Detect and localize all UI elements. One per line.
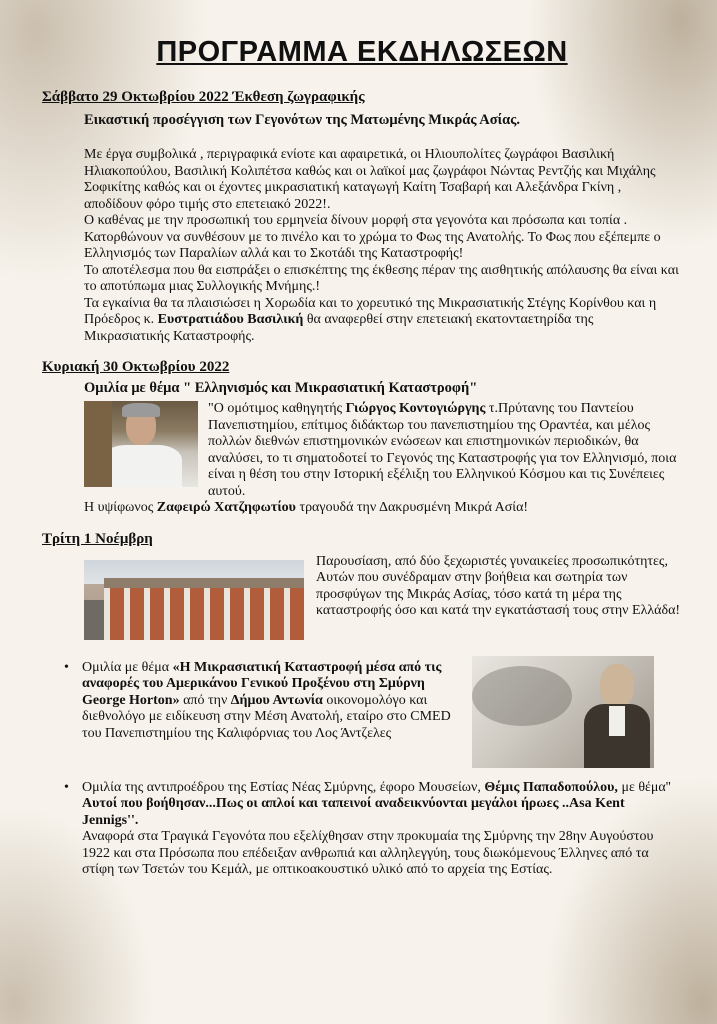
speaker-name: Γιώργος Κοντογιώργης xyxy=(345,401,486,416)
paragraph: Ο καθένας με την προσωπική του ερμηνεία δίνουν μορφή στα γεγονότα και πρόσωπα και τοπία . Κατορθώνουν να συνθέσουν με το πινέλο και το χρώμα το Φως της Ανατολής. Το Φως που εξέπεμπε ο Ελληνισμός των Παραλίων αλλά και το Σκοτάδι της Καταστροφής! xyxy=(84,213,661,261)
document xyxy=(42,30,682,879)
list-item xyxy=(64,780,682,879)
section-subtitle-lecture: Ομιλία με θέμα " Ελληνισμός και Μικρασιατική Καταστροφή" xyxy=(84,380,478,396)
presentation-intro: Παρουσίαση, από δύο ξεχωριστές γυναικείες προσωπικότητες, Αυτών που συνέδραμαν στην βοήθεια και σωτηρία των προσφύγων της Μικράς Ασίας, τόσο κατά τη μέρα της καταστροφής όσο και κατά την εγκατάστασή τους στην Ελλάδα! xyxy=(316,553,681,618)
president-name: Ευστρατιάδου Βασιλική xyxy=(157,312,304,327)
paragraph: Με έργα συμβολικά , περιγραφικά ενίοτε και αφαιρετικά, οι Ηλιουπολίτες ζωγράφοι Βασιλική Ηλιακοπούλου, Βασιλική Κολιπέτσα καθώς και οι λαϊκοί μας ζωγράφοι Νώντας Ρεντζής και Μιχάλης Σοφικίτης καθώς και οι έχοντες μικρασιατική καταγωγή Καίτη Τσαβαρή και Αλεξάνδρα Γκίνη , αποδίδουν φόρο τιμής στο επετειακό 2022!. xyxy=(84,147,656,212)
bullet-icon: • xyxy=(64,779,69,795)
soprano-line: Η υψίφωνος Ζαφειρώ Χατζηφωτίου τραγουδά την Δακρυσμένη Μικρά Ασία! xyxy=(84,500,529,515)
section-subtitle-exhibition: Εικαστική προσέγγιση των Γεγονότων της Ματωμένης Μικράς Ασίας. xyxy=(84,112,520,128)
speaker-portrait-photo xyxy=(84,401,198,487)
lecturer-name: Δήμου Αντωνία xyxy=(230,692,323,708)
lecture-horton: Ομιλία με θέμα «Η Μικρασιατική Καταστροφή μέσα από τις αναφορές του Αμερικάνου Γενικού Προξένου στη Σμύρνη George Horton» από την Δήμου Αντωνία οικονομολόγο και διεθνολόγο με ειδίκευση στην Μέση Ανατολή, εταίρο στο CMED του Πανεπιστημίου της Καλιφόρνιας του Λος Άντζελες xyxy=(82,659,451,741)
list-item xyxy=(64,660,682,768)
page-title: ΠΡΟΓΡΑΜΜΑ ΕΚΔΗΛΩΣΕΩΝ xyxy=(156,36,568,68)
exhibition-text xyxy=(84,147,682,345)
paragraph: Τα εγκαίνια θα τα πλαισιώσει η Χορωδία και το χορευτικό της Μικρασιατικής Στέγης Κορίνθου και η Πρόεδρος κ. Ευστρατιάδου Βασιλική θα αναφερθεί στην επετειακή εκατονταετηρίδα της Μικρασιατικής Καταστροφής. xyxy=(84,295,657,344)
speaker-bio: "Ο ομότιμος καθηγητής Γιώργος Κοντογιώργης τ.Πρύτανης του Παντείου Πανεπιστημίου, επίτιμος διδάκτωρ του πανεπιστημίου της Οραντέα, και μέλος πολλών διεθνών επιστημονικών ενώσεων και επιστημονικών περιοδικών, θα αναλύσει, το τι σηματοδοτεί το Γεγονός της Καταστροφής για τον Ελληνισμό, ποια είναι η θέση του στην Ιστορική εξέλιξη του Ελληνικού Κόσμου και τις Συνέπειες αυτού. xyxy=(208,401,677,499)
horton-portrait-photo xyxy=(472,656,654,768)
section-date-sunday: Κυριακή 30 Οκτωβρίου 2022 xyxy=(42,359,230,375)
lecturer-name: Θέμις Παπαδοπούλου, xyxy=(484,779,618,795)
section-date-saturday: Σάββατο 29 Οκτωβρίου 2022 Έκθεση ζωγραφικής xyxy=(42,89,365,105)
paragraph: Το αποτέλεσμα που θα εισπράξει ο επισκέπτης της έκθεσης πέραν της αισθητικής απόλαυσης θα είναι και το αποτύπωμα μιας Συλλογικής Μνήμης.! xyxy=(84,262,679,294)
section-date-tuesday: Τρίτη 1 Νοέμβρη xyxy=(42,530,153,547)
building-photo xyxy=(84,560,304,640)
soprano-name: Ζαφειρώ Χατζηφωτίου xyxy=(156,500,296,515)
lecture-papadopoulou: Ομιλία της αντιπροέδρου της Εστίας Νέας Σμύρνης, έφορο Μουσείων, Θέμις Παπαδοπούλου, με θέμα'' Αυτοί που βοήθησαν...Πως οι απλοί και ταπεινοί αναδεικνύονται μεγάλοι ήρωες ..Asa Kent Jennigs''. Αναφορά στα Τραγικά Γεγονότα που εξελίχθησαν στην προκυμαία της Σμύρνης την 28ην Αυγούστου 1922 και στα Πρόσωπα που επέδειξαν ανθρωπιά και αλληλεγγύη, τους διωκόμενους Έλληνες από τα στίφη των Τσετών του Κεμάλ, με οπτικοακουστικό υλικό από το αρχεία της Εστίας. xyxy=(82,779,671,877)
bullet-icon: • xyxy=(64,659,69,675)
